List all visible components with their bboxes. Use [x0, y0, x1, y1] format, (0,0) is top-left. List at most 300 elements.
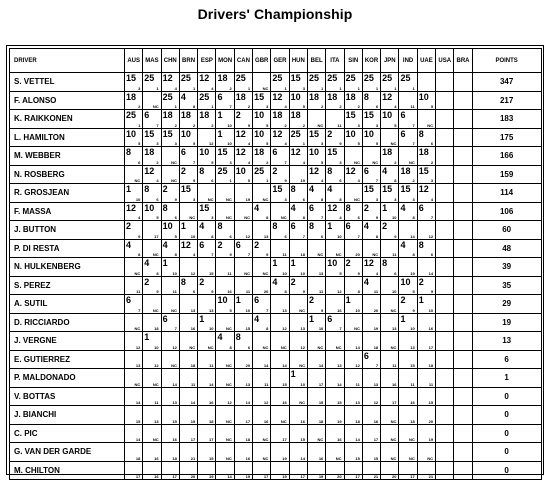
race-position: 1	[302, 141, 305, 146]
race-result-cell	[454, 369, 472, 388]
race-result-cell	[344, 461, 362, 480]
race-position: 14	[190, 400, 196, 405]
race-result-cell	[307, 443, 325, 462]
race-position: 9	[266, 252, 269, 257]
race-points: 1	[308, 313, 314, 324]
race-result-cell	[436, 350, 454, 369]
race-position: 16	[209, 400, 214, 405]
race-result-cell	[307, 239, 325, 258]
race-result-cell	[161, 165, 179, 184]
race-position: 10	[355, 307, 360, 313]
race-position: 12	[135, 344, 141, 350]
race-position: 6	[211, 178, 214, 183]
race-position: 4	[174, 85, 177, 91]
race-result-cell	[344, 147, 362, 166]
race-result-cell	[436, 406, 454, 425]
race-points: 25	[180, 73, 191, 83]
race-result-cell	[161, 295, 179, 314]
race-position: 14	[355, 344, 360, 350]
race-result-cell	[161, 350, 179, 369]
race-result-cell	[307, 221, 325, 240]
race-result-cell	[362, 276, 380, 295]
race-position: NC	[152, 307, 159, 313]
race-points: 10	[254, 110, 265, 120]
race-position: 18	[154, 326, 159, 331]
race-position: NC	[244, 270, 251, 276]
race-result-cell	[436, 128, 454, 147]
race-position: 8	[192, 104, 196, 109]
driver-name: N. ROSBERG	[10, 165, 125, 184]
race-result-cell	[198, 313, 216, 332]
race-points: 2	[199, 276, 205, 287]
driver-name: F. MASSA	[10, 202, 125, 221]
race-position: NC	[189, 344, 196, 350]
race-position: 17	[300, 474, 305, 479]
race-position: 18	[410, 418, 415, 424]
race-result-cell	[362, 313, 380, 332]
race-result-cell	[436, 276, 454, 295]
race-position: 4	[284, 104, 287, 109]
race-result-cell	[362, 387, 380, 406]
race-result-cell	[326, 239, 344, 258]
championship-table	[9, 48, 542, 480]
race-points: 25	[126, 110, 137, 120]
race-points: 10	[180, 128, 191, 139]
race-position: 16	[154, 474, 159, 479]
race-position: 16	[245, 455, 251, 461]
race-position: 19	[318, 474, 324, 479]
race-position: 16	[282, 400, 287, 405]
race-position: 1	[357, 85, 360, 91]
race-position: 7	[412, 141, 415, 146]
race-position: NC	[280, 215, 287, 220]
race-position: 6	[174, 215, 177, 220]
race-position: 9	[321, 307, 324, 313]
race-position: NC	[317, 344, 324, 350]
race-result-cell	[179, 350, 197, 369]
race-position: 19	[282, 474, 287, 479]
race-position: NC	[134, 270, 141, 276]
race-points: 4	[290, 202, 296, 213]
race-position: 1	[247, 85, 251, 91]
race-result-cell	[436, 73, 454, 92]
race-position: NC	[408, 455, 415, 461]
race-position: 14	[263, 363, 269, 368]
race-result-cell	[289, 91, 307, 110]
race-points: 2	[162, 184, 168, 194]
race-position: 7	[430, 215, 434, 220]
race-position: 10	[209, 326, 214, 331]
race-points: 6	[217, 91, 223, 102]
race-position: 3	[339, 159, 342, 165]
race-position: 13	[392, 326, 397, 331]
race-result-cell	[307, 110, 325, 129]
race-points: 6	[235, 239, 241, 250]
race-position: 4	[339, 215, 342, 220]
race-result-cell	[198, 332, 216, 351]
race-result-cell	[161, 387, 179, 406]
race-points: 4	[254, 202, 260, 213]
race-position: NC	[207, 196, 214, 202]
driver-name: J. BIANCHI	[10, 406, 125, 425]
race-position: NC	[372, 159, 379, 165]
race-points: 2	[327, 128, 333, 139]
race-result-cell	[161, 332, 179, 351]
race-result-cell	[399, 443, 417, 462]
race-position: 20	[263, 289, 269, 294]
race-points: 25	[400, 73, 411, 83]
race-position: 9	[229, 252, 232, 257]
race-points: 2	[345, 258, 351, 268]
race-points: 25	[363, 73, 374, 83]
race-position: NC	[408, 437, 415, 442]
race-result-cell	[326, 313, 344, 332]
race-result-cell	[289, 295, 307, 314]
race-position: 11	[410, 104, 415, 109]
race-position: 1	[321, 85, 324, 91]
race-position: 6	[229, 233, 232, 239]
race-result-cell	[307, 295, 325, 314]
driver-name: S. VETTEL	[10, 73, 125, 92]
race-position: 1	[412, 85, 415, 91]
race-points: 18	[144, 147, 155, 157]
race-position: 9	[339, 141, 342, 146]
race-result-cell	[436, 184, 454, 203]
race-position: 5	[174, 233, 177, 239]
race-position: 5	[430, 104, 434, 109]
race-result-cell	[307, 147, 325, 166]
race-position: 4	[138, 215, 141, 220]
race-position: 17	[373, 437, 379, 442]
race-result-cell	[143, 276, 161, 295]
race-result-cell	[436, 387, 454, 406]
total-points: 217	[472, 91, 541, 110]
race-points: 4	[400, 239, 406, 250]
total-points: 0	[472, 443, 541, 462]
race-points: 1	[418, 295, 424, 305]
race-result-cell	[179, 110, 197, 129]
race-result-cell	[289, 221, 307, 240]
race-result-cell	[216, 332, 234, 351]
race-position: 21	[373, 474, 379, 479]
race-result-cell	[253, 110, 271, 129]
race-position: 13	[318, 270, 324, 276]
race-position: 5	[394, 122, 397, 128]
race-points: 2	[382, 221, 388, 231]
race-position: 10	[135, 196, 141, 202]
race-points: 4	[272, 276, 278, 287]
race-result-cell	[143, 387, 161, 406]
race-points: 4	[180, 91, 186, 102]
race-result-cell	[454, 424, 472, 443]
race-result-cell	[307, 406, 325, 425]
table-row	[10, 276, 542, 295]
race-result-cell	[417, 387, 435, 406]
race-result-cell	[417, 295, 435, 314]
race-result-cell	[179, 295, 197, 314]
race-position: 4	[430, 196, 434, 202]
race-position: 10	[172, 270, 177, 276]
total-points: 106	[472, 202, 541, 221]
race-position: 13	[282, 307, 287, 313]
race-result-cell	[417, 276, 435, 295]
race-points: 10	[345, 128, 356, 139]
race-points: 10	[382, 110, 393, 120]
race-position: 17	[410, 474, 415, 479]
race-result-cell	[362, 258, 380, 277]
race-result-cell	[436, 461, 454, 480]
race-position: 15	[135, 418, 141, 424]
race-position: 11	[154, 400, 159, 405]
race-result-cell	[436, 443, 454, 462]
race-result-cell	[326, 461, 344, 480]
column-header-race: CHN	[161, 49, 179, 73]
race-result-cell	[362, 128, 380, 147]
race-result-cell	[344, 91, 362, 110]
race-result-cell	[307, 73, 325, 92]
race-points: 12	[345, 165, 356, 176]
race-points: 1	[144, 332, 150, 342]
race-position: 14	[428, 270, 434, 276]
race-points: 4	[363, 276, 369, 287]
race-position: 7	[247, 252, 251, 257]
race-points: 10	[254, 128, 265, 139]
table-row	[10, 165, 542, 184]
driver-name: A. SUTIL	[10, 295, 125, 314]
race-result-cell	[362, 165, 380, 184]
race-position: 5	[412, 289, 415, 294]
race-position: 18	[428, 363, 434, 368]
race-position: 17	[135, 474, 141, 479]
race-points: 18	[290, 110, 301, 120]
race-result-cell	[125, 91, 143, 110]
race-result-cell	[271, 73, 289, 92]
race-points: 25	[272, 73, 283, 83]
race-position: 10	[392, 215, 397, 220]
race-result-cell	[216, 239, 234, 258]
race-result-cell	[253, 369, 271, 388]
race-points: 6	[290, 221, 296, 231]
race-position: 15	[428, 400, 434, 405]
race-points: 10	[126, 128, 137, 139]
race-points: 10	[217, 295, 228, 305]
race-result-cell	[289, 443, 307, 462]
race-points: 6	[126, 295, 132, 305]
race-position: 8	[211, 233, 214, 239]
race-points: 2	[363, 202, 369, 213]
race-result-cell	[381, 461, 399, 480]
race-position: 15	[209, 270, 214, 276]
race-position: 11	[355, 381, 360, 387]
race-points: 8	[162, 202, 168, 213]
race-result-cell	[362, 461, 380, 480]
race-result-cell	[289, 165, 307, 184]
table-row	[10, 239, 542, 258]
race-result-cell	[125, 443, 143, 462]
driver-name: F. ALONSO	[10, 91, 125, 110]
race-result-cell	[179, 424, 197, 443]
race-result-cell	[436, 221, 454, 240]
race-points: 10	[162, 221, 173, 231]
race-result-cell	[454, 313, 472, 332]
race-result-cell	[362, 443, 380, 462]
race-result-cell	[161, 73, 179, 92]
race-result-cell	[271, 369, 289, 388]
race-points: 4	[254, 313, 260, 324]
race-position: NC	[354, 196, 360, 202]
race-points: 12	[235, 128, 246, 139]
race-result-cell	[216, 147, 234, 166]
race-result-cell	[253, 239, 271, 258]
race-result-cell	[454, 276, 472, 295]
race-result-cell	[198, 221, 216, 240]
race-position: NC	[262, 455, 269, 461]
race-result-cell	[362, 221, 380, 240]
race-position: 20	[337, 474, 342, 479]
race-points: 1	[126, 184, 132, 194]
race-result-cell	[307, 313, 325, 332]
race-result-cell	[271, 406, 289, 425]
race-position: 8	[412, 252, 415, 257]
race-position: NC	[299, 400, 305, 405]
race-position: 13	[410, 344, 415, 350]
race-result-cell	[198, 91, 216, 110]
race-result-cell	[198, 73, 216, 92]
race-result-cell	[326, 128, 344, 147]
race-position: 18	[209, 418, 214, 424]
race-position: 5	[266, 141, 269, 146]
race-position: 14	[337, 381, 342, 387]
race-result-cell	[326, 350, 344, 369]
race-position: NC	[226, 363, 232, 368]
race-position: 16	[172, 437, 177, 442]
race-result-cell	[417, 91, 435, 110]
race-position: 11	[227, 270, 232, 276]
race-result-cell	[344, 202, 362, 221]
race-result-cell	[399, 258, 417, 277]
race-result-cell	[362, 91, 380, 110]
race-points: 8	[199, 165, 205, 176]
race-position: 13	[135, 363, 141, 368]
total-points: 0	[472, 406, 541, 425]
column-header-race: JPN	[381, 49, 399, 73]
race-position: 9	[357, 270, 360, 276]
race-position: NC	[317, 437, 324, 442]
race-position: 20	[245, 363, 251, 368]
race-position: NC	[390, 344, 397, 350]
race-result-cell	[125, 406, 143, 425]
race-result-cell	[143, 295, 161, 314]
race-result-cell	[289, 73, 307, 92]
race-result-cell	[326, 184, 344, 203]
race-result-cell	[253, 332, 271, 351]
race-position: 13	[172, 400, 177, 405]
race-result-cell	[417, 147, 435, 166]
race-position: NC	[262, 85, 269, 91]
race-position: 5	[357, 141, 360, 146]
race-points: 1	[217, 128, 223, 139]
race-position: 14	[318, 363, 324, 368]
race-position: 10	[428, 307, 434, 313]
race-points: 4	[363, 221, 369, 231]
race-result-cell	[234, 387, 252, 406]
race-position: NC	[171, 307, 177, 313]
race-position: 19	[337, 418, 342, 424]
race-result-cell	[198, 165, 216, 184]
race-position: 9	[192, 178, 196, 183]
column-header-race: MON	[216, 49, 234, 73]
race-position: 11	[337, 122, 342, 128]
total-points: 0	[472, 387, 541, 406]
race-result-cell	[198, 295, 216, 314]
race-points: 25	[345, 73, 356, 83]
race-position: NC	[226, 326, 232, 331]
race-result-cell	[125, 239, 143, 258]
race-result-cell	[344, 110, 362, 129]
race-result-cell	[436, 332, 454, 351]
race-result-cell	[161, 313, 179, 332]
race-result-cell	[234, 165, 252, 184]
race-result-cell	[399, 276, 417, 295]
race-points: 2	[308, 295, 314, 305]
race-points: 8	[418, 239, 424, 250]
race-position: 17	[190, 437, 196, 442]
race-result-cell	[399, 128, 417, 147]
table-row	[10, 184, 542, 203]
column-header-race: ITA	[326, 49, 344, 73]
race-position: NC	[226, 215, 232, 220]
race-position: 3	[302, 85, 305, 91]
race-result-cell	[216, 406, 234, 425]
race-result-cell	[198, 202, 216, 221]
race-points: 10	[144, 202, 155, 213]
race-result-cell	[125, 202, 143, 221]
race-position: 6	[394, 270, 397, 276]
race-points: 12	[144, 165, 155, 176]
race-position: 5	[192, 141, 196, 146]
race-position: 3	[156, 141, 159, 146]
race-result-cell	[417, 202, 435, 221]
race-position: 6	[339, 178, 342, 183]
race-position: 4	[357, 178, 360, 183]
race-result-cell	[436, 110, 454, 129]
race-result-cell	[381, 202, 399, 221]
race-result-cell	[125, 424, 143, 443]
race-position: 4	[375, 270, 379, 276]
race-result-cell	[307, 276, 325, 295]
race-result-cell	[143, 424, 161, 443]
driver-name: J. VERGNE	[10, 332, 125, 351]
race-result-cell	[125, 184, 143, 203]
race-position: 16	[428, 326, 434, 331]
race-position: 8	[138, 252, 141, 257]
race-position: 4	[247, 159, 251, 165]
race-position: 14	[209, 381, 214, 387]
race-points: 1	[345, 295, 351, 305]
race-points: 15	[144, 128, 155, 139]
race-position: 10	[410, 326, 415, 331]
race-position: 21	[428, 474, 434, 479]
race-result-cell	[344, 165, 362, 184]
race-position: 17	[428, 344, 434, 350]
race-result-cell	[234, 313, 252, 332]
race-result-cell	[216, 443, 234, 462]
race-result-cell	[234, 443, 252, 462]
race-points: 25	[382, 73, 393, 83]
race-position: 5	[138, 141, 141, 146]
total-points: 39	[472, 258, 541, 277]
total-points: 13	[472, 332, 541, 351]
